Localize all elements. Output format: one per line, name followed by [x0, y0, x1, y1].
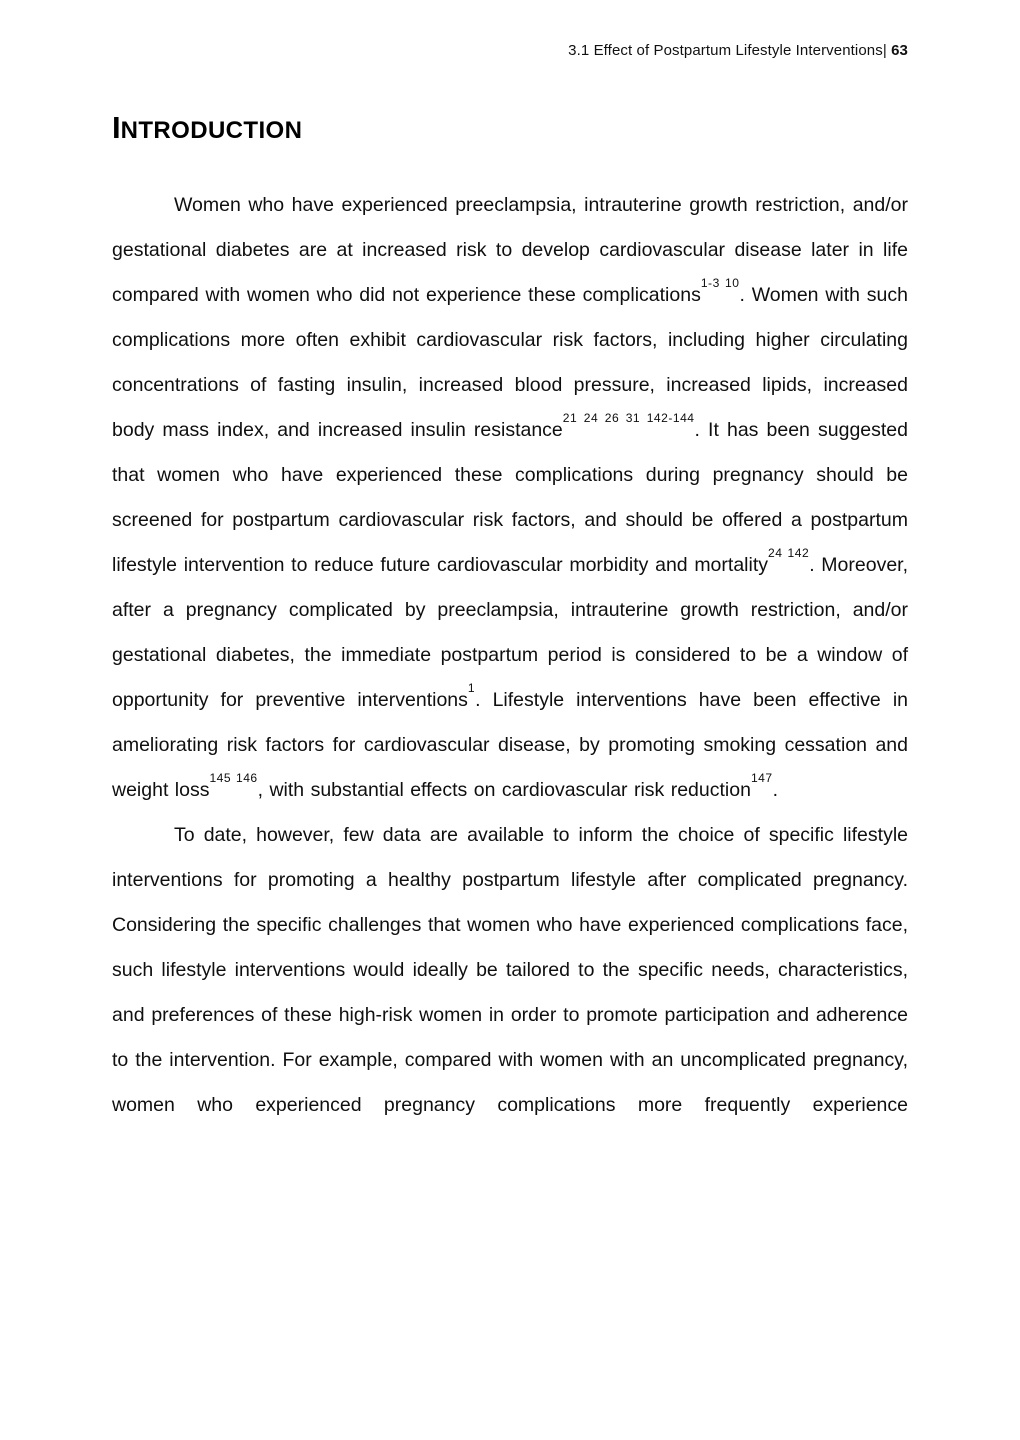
heading-small-caps: NTRODUCTION — [120, 117, 303, 144]
running-title: 3.1 Effect of Postpartum Lifestyle Interventions — [568, 42, 883, 59]
body-text — [112, 183, 908, 1128]
citation-superscript: 1-3 10 — [700, 275, 740, 290]
section-heading — [112, 111, 908, 143]
page-number: 63 — [891, 42, 908, 59]
citation-superscript: 1 — [467, 680, 476, 695]
citation-superscript: 145 146 — [209, 770, 258, 785]
citation-superscript: 147 — [750, 770, 773, 785]
header-separator: | — [882, 42, 892, 59]
citation-superscript: 24 142 — [768, 545, 810, 560]
paragraph: Women who have experienced preeclampsia, intrauterine growth restriction, and/or gestational diabetes are at increased risk to develop cardiovascular disease later in life compared with women who did not experience these complications$^{1-3 10}$. Women with such complications more often exhibit cardiovascular risk factors, including higher circulating concentrations of fasting insulin, increased blood pressure, increased lipids, increased body mass index, and increased insulin resistance$^{21 24 26 31 142-144}$. It has been suggested that women who have experienced these complications during pregnancy should be screened for postpartum cardiovascular risk factors, and should be offered a postpartum lifestyle intervention to reduce future cardiovascular morbidity and mortality$^{24 142}$. Moreover, after a pregnancy complicated by preeclampsia, intrauterine growth restriction, and/or gestational diabetes, the immediate postpartum period is considered to be a window of opportunity for preventive interventions$^1$. Lifestyle interventions have been effective in ameliorating risk factors for cardiovascular disease, by promoting smoking cessation and weight loss$^{145 146}$, with substantial effects on cardiovascular risk reduction$^{147}$. — [112, 194, 908, 801]
paragraph: To date, however, few data are available to inform the choice of specific lifestyle interventions for promoting a healthy postpartum lifestyle after complicated pregnancy. Considering the specific challenges that women who have experienced complications face, such lifestyle interventions would ideally be tailored to the specific needs, characteristics, and preferences of these high-risk women in order to promote participation and adherence to the intervention. For example, compared with women with an uncomplicated pregnancy, women who experienced pregnancy complications more frequently experience — [112, 824, 908, 1116]
running-header — [112, 42, 908, 59]
citation-superscript: 21 24 26 31 142-144 — [562, 410, 695, 425]
heading-lead-capital: I — [112, 110, 121, 145]
